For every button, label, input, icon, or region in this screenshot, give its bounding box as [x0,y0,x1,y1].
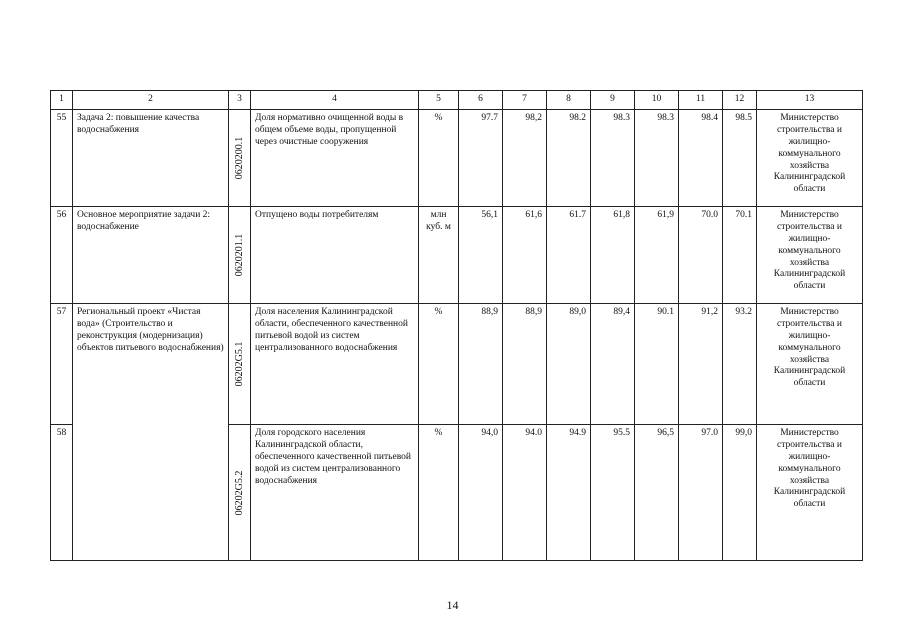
table-row [51,425,863,561]
task-cell: Региональный проект «Чистая вода» (Строительство и реконструкция (модернизация) объектов питьевого водоснабжения) [73,304,229,425]
table-row [51,110,863,207]
code-cell [229,304,251,425]
value-cell: 70.0 [679,207,723,304]
value-cell: 98,2 [503,110,547,207]
col-header-5: 5 [419,91,459,110]
col-header-2: 2 [73,91,229,110]
code-text: 06202G5.2 [233,470,245,515]
col-header-9: 9 [591,91,635,110]
code-cell [229,110,251,207]
task-cell [73,425,229,561]
col-header-1: 1 [51,91,73,110]
value-cell: 94,0 [459,425,503,561]
col-header-8: 8 [547,91,591,110]
value-cell: 94.0 [503,425,547,561]
code-text: 06202G5.1 [233,341,245,387]
value-cell: 88,9 [503,304,547,425]
value-cell: 98.3 [591,110,635,207]
indicator-cell: Отпущено воды потребителям [251,207,419,304]
task-cell: Основное мероприятие задачи 2: водоснабжение [73,207,229,304]
indicator-cell: Доля нормативно очищенной воды в общем объеме воды, пропущенной через очистные сооружения [251,110,419,207]
value-cell: 94.9 [547,425,591,561]
code-text: 0620200.1 [233,136,245,180]
header-row [51,91,863,110]
col-header-12: 12 [723,91,757,110]
table-row [51,304,863,425]
unit-cell: % [419,425,459,561]
value-cell: 89,4 [591,304,635,425]
value-cell: 61,8 [591,207,635,304]
table-row [51,207,863,304]
value-cell: 95.5 [591,425,635,561]
value-cell: 98.2 [547,110,591,207]
indicator-cell: Доля населения Калининградской области, обеспеченного качественной питьевой водой из систем централизованного водоснабжения [251,304,419,425]
code-cell [229,425,251,561]
value-cell: 61,6 [503,207,547,304]
unit-cell: % [419,110,459,207]
col-header-10: 10 [635,91,679,110]
value-cell: 56,1 [459,207,503,304]
value-cell: 88,9 [459,304,503,425]
unit-cell: млн куб. м [419,207,459,304]
col-header-3: 3 [229,91,251,110]
row-number: 57 [51,304,73,425]
value-cell: 99,0 [723,425,757,561]
col-header-7: 7 [503,91,547,110]
value-cell: 97.0 [679,425,723,561]
value-cell: 98.3 [635,110,679,207]
col-header-13: 13 [757,91,863,110]
code-text: 0620201.1 [233,233,245,277]
value-cell: 61.7 [547,207,591,304]
value-cell: 98.4 [679,110,723,207]
row-number: 55 [51,110,73,207]
value-cell: 98.5 [723,110,757,207]
ministry-cell: Министерство строительства и жилищно-коммунального хозяйства Калининградской области [757,425,863,561]
ministry-cell: Министерство строительства и жилищно-коммунального хозяйства Калининградской области [757,207,863,304]
value-cell: 93.2 [723,304,757,425]
row-number: 56 [51,207,73,304]
value-cell: 96,5 [635,425,679,561]
task-cell: Задача 2: повышение качества водоснабжения [73,110,229,207]
row-number: 58 [51,425,73,561]
ministry-cell: Министерство строительства и жилищно-коммунального хозяйства Калининградской области [757,304,863,425]
col-header-6: 6 [459,91,503,110]
indicator-cell: Доля городского населения Калининградской области, обеспеченного качественной питьевой водой из систем централизованного водоснабжения [251,425,419,561]
value-cell: 70.1 [723,207,757,304]
unit-cell: % [419,304,459,425]
col-header-4: 4 [251,91,419,110]
indicators-table [50,90,863,561]
value-cell: 61,9 [635,207,679,304]
value-cell: 91,2 [679,304,723,425]
value-cell: 89,0 [547,304,591,425]
value-cell: 90.1 [635,304,679,425]
ministry-cell: Министерство строительства и жилищно-коммунального хозяйства Калининградской области [757,110,863,207]
col-header-11: 11 [679,91,723,110]
value-cell: 97.7 [459,110,503,207]
page-number: 14 [446,598,459,612]
code-cell [229,207,251,304]
